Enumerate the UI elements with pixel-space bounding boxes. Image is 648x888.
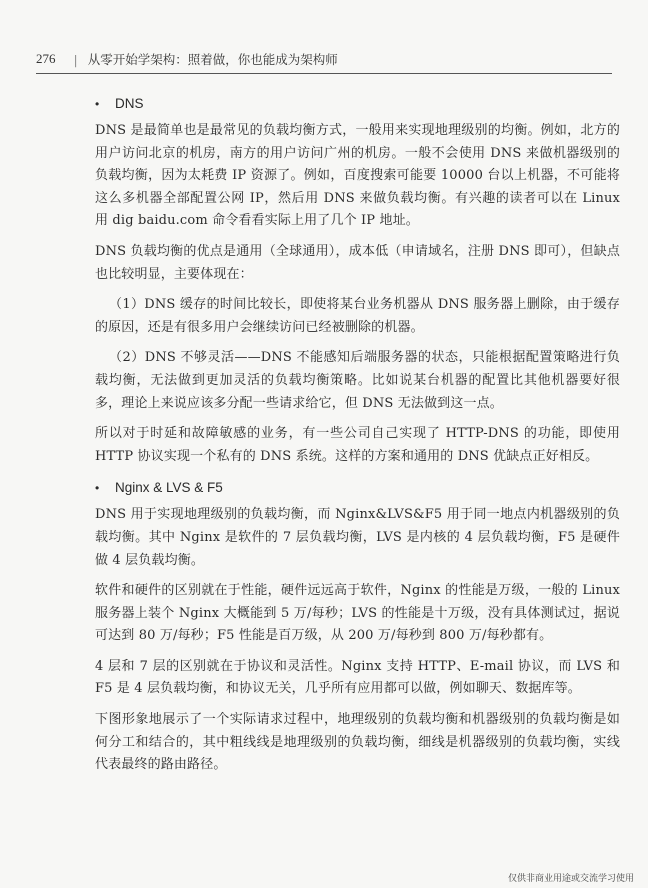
header-separator: | — [73, 51, 78, 67]
book-title: 从零开始学架构：照着做，你也能成为架构师 — [87, 52, 338, 67]
list-item: （2）DNS 不够灵活——DNS 不能感知后端服务器的状态，只能根据配置策略进行负载均衡，无法做到更加灵活的负载均衡策略。比如说某台机器的配置比其他机器要好很多，理论上来说应该多分配一些请求给它，但 DNS 无法做到这一点。 — [95, 350, 620, 411]
paragraph: 4 层和 7 层的区别就在于协议和灵活性。Nginx 支持 HTTP、E-mail 协议，而 LVS 和 F5 是 4 层负载均衡，和协议无关，几乎所有应用都可以做，例如聊天、数据库等。 — [95, 658, 620, 697]
header-rule — [36, 73, 612, 74]
page-body — [95, 92, 620, 785]
section-heading-nginx-lvs-f5 — [95, 476, 620, 500]
paragraph: 下图形象地展示了一个实际请求过程中，地理级别的负载均衡和机器级别的负载均衡是如何分工和结合的，其中粗线线是地理级别的负载均衡，细线是机器级别的负载均衡，实线代表最终的路由路径。 — [95, 712, 620, 773]
bullet-icon: • — [95, 97, 100, 111]
footer-note: 仅供非商业用途或交流学习使用 — [507, 874, 634, 884]
page-number: 276 — [36, 51, 56, 66]
section-heading-text: Nginx & LVS & F5 — [115, 480, 223, 496]
list-item: （1）DNS 缓存的时间比较长，即使将某台业务机器从 DNS 服务器上删除，由于缓存的原因，还是有很多用户会继续访问已经被删除的机器。 — [95, 297, 620, 335]
paragraph: 所以对于时延和故障敏感的业务，有一些公司自己实现了 HTTP-DNS 的功能，即使用 HTTP 协议实现一个私有的 DNS 系统。这样的方案和通用的 DNS 优缺点正好相反。 — [95, 426, 620, 464]
bullet-icon: • — [95, 481, 100, 496]
paragraph: DNS 负载均衡的优点是通用（全球通用），成本低（申请域名，注册 DNS 即可），但缺点也比较明显，主要体现在： — [95, 243, 620, 282]
paragraph: DNS 用于实现地理级别的负载均衡，而 Nginx&LVS&F5 用于同一地点内机器级别的负载均衡。其中 Nginx 是软件的 7 层负载均衡，LVS 是内核的 4 层负载均衡，F5 是硬件做 4 层负载均衡。 — [95, 507, 620, 568]
paragraph: DNS 是最简单也是最常见的负载均衡方式，一般用来实现地理级别的均衡。例如，北方的用户访问北京的机房，南方的用户访问广州的机房。一般不会使用 DNS 来做机器级别的负载均衡，因为太耗费 IP 资源了。例如，百度搜索可能要 10000 台以上机器，不可能将这么多机器全部配置公网 IP，然后用 DNS 来做负载均衡。有兴趣的读者可以在 Linux 用 dig baidu.com 命令看看实际上用了几个 IP 地址。 — [95, 123, 620, 229]
page-header — [36, 48, 612, 70]
paragraph: 软件和硬件的区别就在于性能，硬件远远高于软件，Nginx 的性能是万级，一般的 Linux 服务器上装个 Nginx 大概能到 5 万/每秒；LVS 的性能是十万级，没有具体测试过，据说可达到 80 万/每秒；F5 性能是百万级，从 200 万/每秒到 800 万/每秒都有。 — [95, 583, 620, 644]
section-heading-text: DNS — [115, 96, 144, 111]
section-heading-dns — [95, 92, 620, 116]
